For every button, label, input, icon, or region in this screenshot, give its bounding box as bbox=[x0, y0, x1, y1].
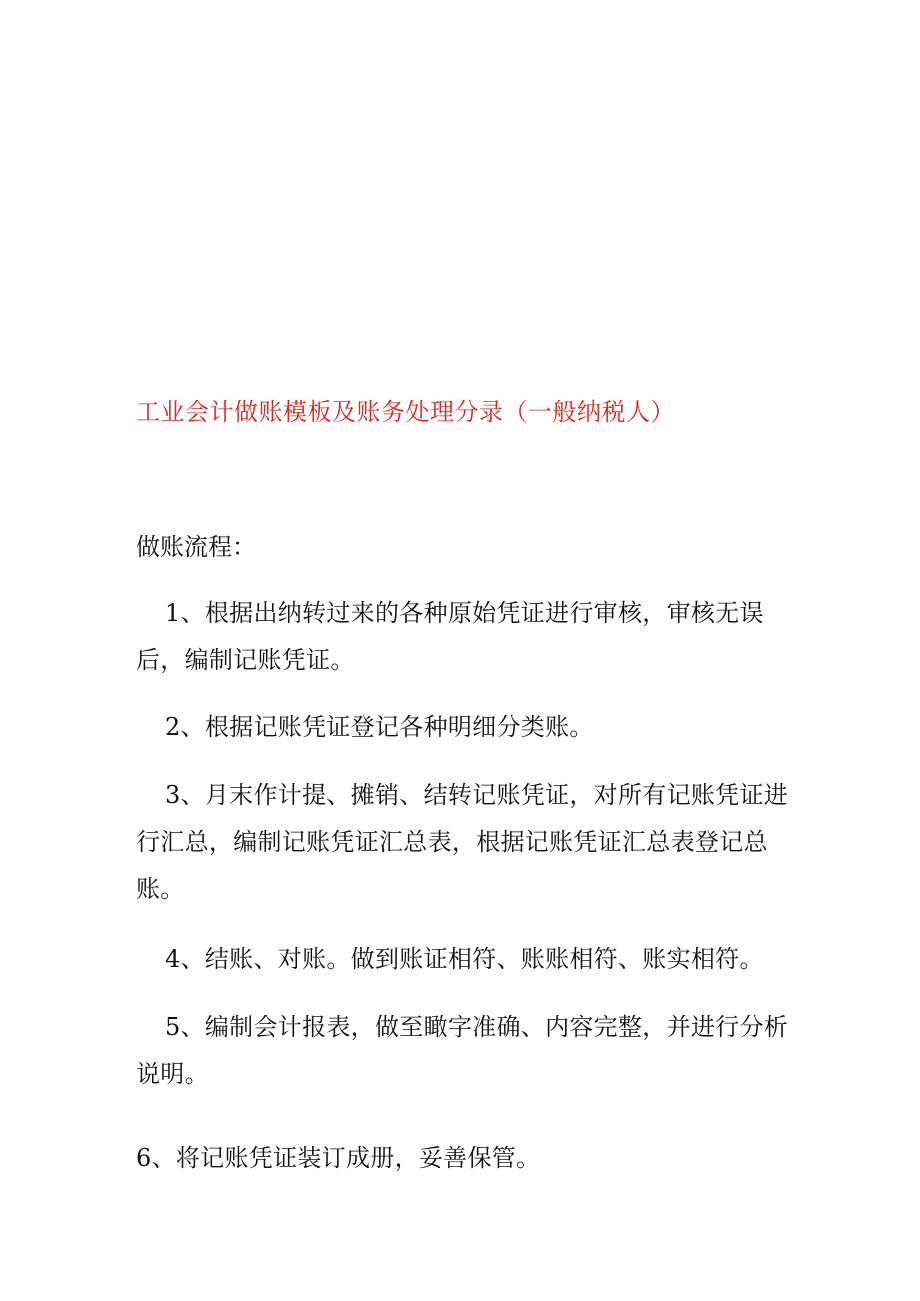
step-text: 、根据出纳转过来的各种原始凭证进行审核，审核无误后，编制记账凭证。 bbox=[136, 599, 764, 674]
step-paragraph bbox=[136, 590, 796, 684]
step-paragraph bbox=[136, 772, 796, 913]
step-text: 、根据记账凭证登记各种明细分类账。 bbox=[180, 713, 594, 741]
step-text: 、将记账凭证装订成册，妥善保管。 bbox=[151, 1144, 541, 1172]
section-heading: 做账流程： bbox=[136, 533, 256, 561]
step-number: 5 bbox=[165, 1013, 181, 1041]
step-text: 、月末作计提、摊销、结转记账凭证，对所有记账凭证进行汇总，编制记账凭证汇总表，根据记账凭证汇总表登记总账。 bbox=[136, 781, 789, 903]
document-title: 工业会计做账模板及账务处理分录（一般纳税人） bbox=[136, 398, 675, 426]
step-paragraph bbox=[136, 1004, 796, 1098]
step-number: 6 bbox=[136, 1144, 152, 1172]
step-number: 2 bbox=[165, 713, 181, 741]
step-text: 、结账、对账。做到账证相符、账账相符、账实相符。 bbox=[180, 945, 764, 973]
step-number: 3 bbox=[165, 781, 181, 809]
step-paragraph bbox=[136, 936, 796, 983]
step-text: 、编制会计报表，做至瞰字准确、内容完整，并进行分析说明。 bbox=[136, 1013, 789, 1088]
step-paragraph bbox=[136, 1135, 796, 1182]
step-number: 4 bbox=[165, 945, 181, 973]
step-number: 1 bbox=[165, 599, 181, 627]
step-paragraph bbox=[136, 704, 796, 751]
